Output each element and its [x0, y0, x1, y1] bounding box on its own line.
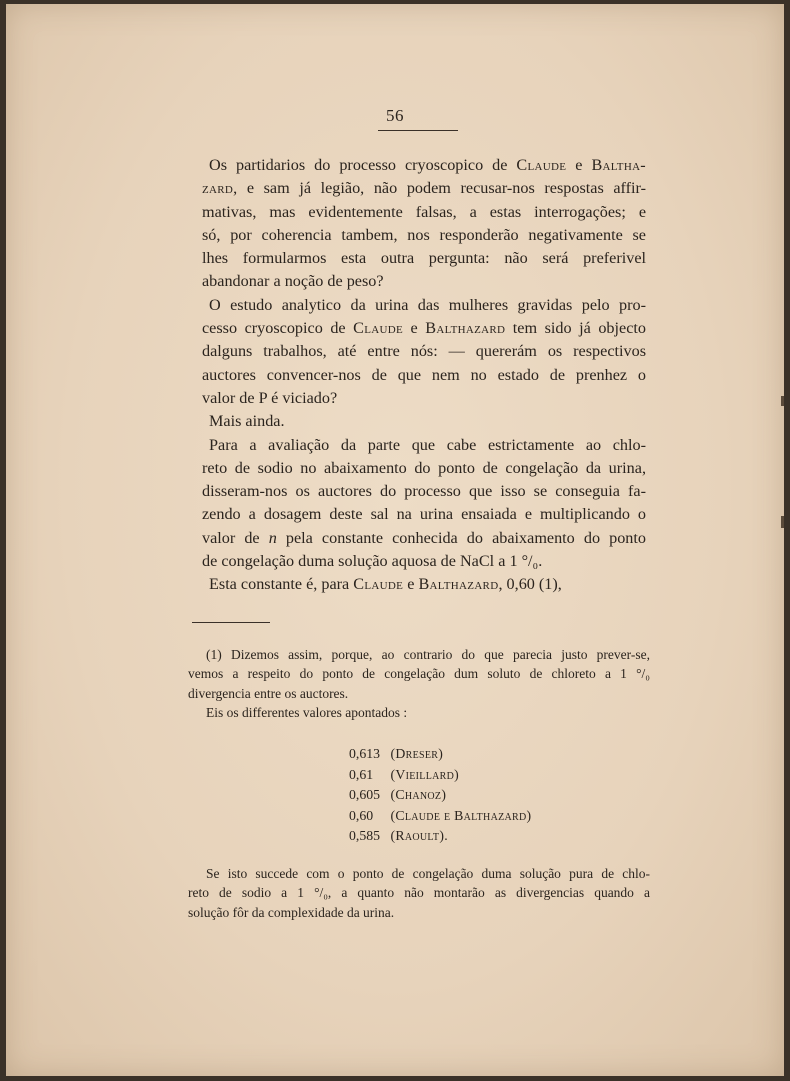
value-number: 0,585: [349, 828, 381, 843]
body-line: [202, 434, 646, 457]
value-row: [349, 744, 609, 765]
body-line: [202, 364, 646, 387]
value-author: (Dreser): [390, 746, 444, 761]
value-author: (Claude e Balthazard): [390, 807, 532, 823]
page-edge-mark: [781, 396, 784, 406]
body-line: [202, 294, 646, 317]
footnote-intro: Eis os differentes valores apontados :: [206, 704, 408, 720]
text-run: valor de P é viciado?: [202, 388, 338, 407]
text-run: , 0,60 (1),: [498, 575, 562, 594]
value-author: (Chanoz): [390, 787, 447, 802]
body-line: [202, 573, 646, 596]
author-name: Claude: [353, 575, 404, 594]
footnote-line: solução fôr da complexidade da urina.: [188, 904, 395, 920]
footnote-line: vemos a respeito do ponto de congelação dum soluto de chloreto a 1 °/₀: [188, 666, 650, 682]
text-run: valor de: [202, 528, 269, 547]
text-run: tem sido já objecto: [505, 319, 646, 338]
header-rule: [378, 130, 458, 131]
text-run: e: [403, 575, 419, 594]
footnote-rule: [192, 622, 270, 623]
footnote-line: divergencia entre os auctores.: [188, 685, 349, 701]
author-name: zard: [202, 179, 234, 198]
value-number: 0,605: [349, 787, 381, 802]
body-line: [202, 387, 646, 410]
value-number: 0,613: [349, 746, 381, 761]
body-line: [202, 247, 646, 270]
body-line: [202, 340, 646, 363]
page-number: 56: [386, 106, 404, 125]
body-line: [202, 317, 646, 340]
text-run: mativas, mas evidentemente falsas, a estas interrogações; e: [202, 202, 646, 221]
text-run: de congelação duma solução aquosa de NaCl a 1 °/₀.: [202, 552, 543, 571]
value-number: 0,60: [349, 807, 374, 823]
body-line: [202, 503, 646, 526]
text-run: reto de sodio no abaixamento do ponto de congelação da urina,: [202, 458, 646, 477]
author-name: Claude: [516, 156, 567, 174]
text-run: , e sam já legião, não podem recusar-nos respostas affir-: [233, 179, 646, 198]
text-run: e: [403, 319, 426, 338]
body-line: [202, 270, 646, 293]
text-run: disseram-nos os auctores do processo que isso se conseguia fa-: [202, 482, 646, 501]
body-line: [202, 480, 646, 503]
text-run: Esta constante é, para: [209, 575, 354, 594]
text-run: zendo a dosagem deste sal na urina ensaiada e multiplicando o: [202, 505, 646, 524]
text-run: Os partidarios do processo cryoscopico de: [209, 156, 517, 174]
text-run: Mais ainda.: [209, 412, 285, 431]
footnote-line: reto de sodio a 1 °/₀, a quanto não montarão as divergencias quando a: [188, 885, 650, 901]
body-line: [202, 224, 646, 247]
body-line: [202, 154, 646, 177]
footnote-line: Se isto succede com o ponto de congelação duma solução pura de chlo-: [206, 866, 650, 881]
value-author: (Raoult).: [390, 828, 448, 843]
body-line: [202, 550, 646, 573]
values-list: [349, 744, 609, 847]
value-row: [349, 765, 609, 786]
text-run: dalguns trabalhos, até entre nós: — quererám os respectivos: [202, 342, 646, 361]
body-line: [202, 201, 646, 224]
text-run: pela constante conhecida do abaixamento do ponto: [276, 528, 646, 547]
document-page: [6, 4, 784, 1076]
variable: n: [268, 528, 277, 547]
footnote-line: (1) Dizemos assim, porque, ao contrario do que parecia justo prever-se,: [206, 647, 650, 662]
author-name: Claude: [353, 319, 404, 338]
value-author: (Vieillard): [390, 766, 460, 782]
body-line: [202, 177, 646, 200]
text-run: e: [566, 156, 592, 174]
author-name: Balthazard: [418, 575, 499, 594]
value-number: 0,61: [349, 766, 374, 782]
text-run: só, por coherencia tambem, nos responderão negativamente se: [202, 225, 646, 244]
footnote: [188, 645, 650, 722]
value-row: [349, 785, 609, 806]
author-name: Baltha-: [591, 156, 647, 174]
text-run: cesso cryoscopico de: [202, 319, 354, 338]
body-line: [202, 527, 646, 550]
author-name: Balthazard: [425, 319, 506, 338]
footnote-closing: [188, 864, 650, 922]
value-row: [349, 806, 609, 827]
text-run: O estudo analytico da urina das mulheres gravidas pelo pro-: [209, 295, 646, 314]
text-run: abandonar a noção de peso?: [202, 272, 384, 291]
value-row: [349, 826, 609, 847]
text-run: Para a avaliação da parte que cabe estrictamente ao chlo-: [209, 435, 646, 454]
body-text: [202, 154, 646, 597]
body-line: [202, 410, 646, 433]
text-run: lhes formularmos esta outra pergunta: não será preferivel: [202, 249, 646, 268]
body-line: [202, 457, 646, 480]
page-edge-mark: [781, 516, 784, 528]
text-run: auctores convencer-nos de que nem no estado de prenhez o: [202, 365, 646, 384]
